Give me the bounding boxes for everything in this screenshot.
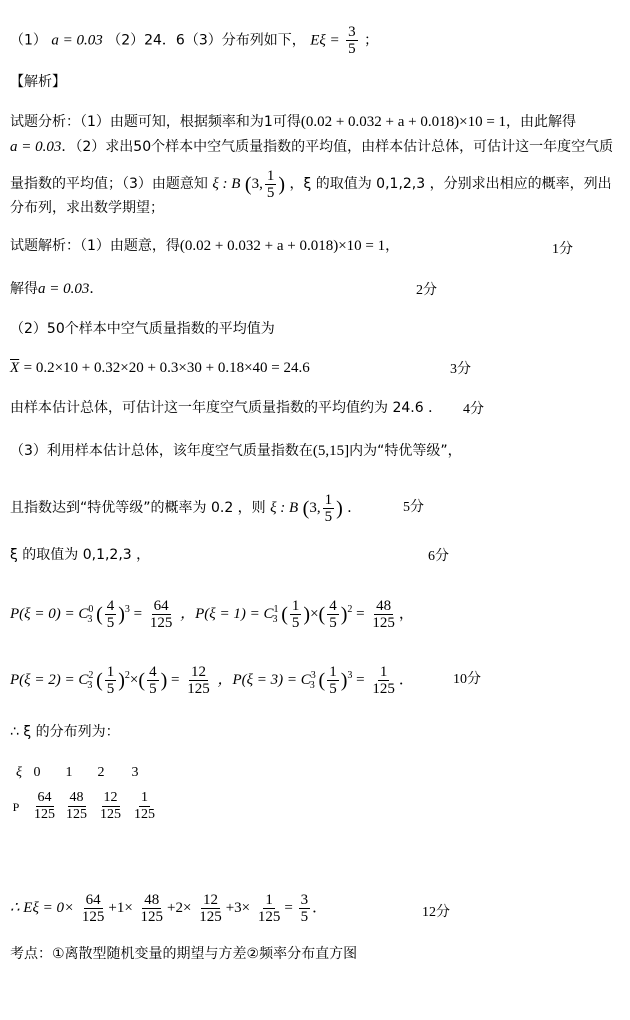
score-5: 5分 [403, 500, 424, 515]
answer-expectation-label: Eξ = [310, 32, 340, 49]
analysis-line-3: 量指数的平均值；（3）由题意知 ξ : B (3, $\frac{1}{5}$ ) ，ξ 的取值为 0,1,2,3 ，分别求出相应的概率，列出 [10, 168, 612, 201]
score-2: 2分 [416, 283, 437, 298]
score-3: 3分 [450, 362, 471, 377]
table-p-2: $\frac{12}{125}$ [100, 790, 121, 822]
solution-line-5: 由样本估计总体，可估计这一年度空气质量指数的平均值约为 24.6 ． [10, 400, 443, 416]
table-p-1: $\frac{48}{125}$ [66, 790, 87, 822]
score-1: 1分 [552, 242, 573, 257]
table-p-label: P [12, 800, 20, 814]
solution-line-4: $\overline{X} = 0.2\times 10 + 0.32\times 20 + 0.3\times 30 + 0.18\times 40 = 24.6$ [10, 360, 310, 376]
expectation-line: ∴ Eξ = 0× $\frac{64}{125}$ +1× $\frac{48}{125}$ +2× $\frac{12}{125}$ +3× $\frac{1}{125}$ = $\frac{3}{5}$ ． [10, 892, 328, 926]
table-x-0: 0 [33, 765, 41, 780]
analysis-line-2: a = 0.03．（2）求出50个样本中空气质量指数的平均值，由样本估计总体，可估计这一年度空气质 [10, 139, 614, 155]
table-p-0: $\frac{64}{125}$ [34, 790, 55, 822]
jiexi-heading: 【解析】 [10, 74, 66, 90]
answer-part2: （2）24．6（3）分布列如下， [107, 32, 306, 49]
solution-line-8: ξ 的取值为 0,1,2,3 ， [10, 547, 151, 563]
score-6: 6分 [428, 549, 449, 564]
answer-a-value: a = 0.03 [51, 32, 103, 49]
solution-line-7: 且指数达到“特优等级”的概率为 0.2 ，则 ξ : B (3, $\frac{1}{5}$ ) ． [10, 492, 362, 525]
score-12: 12分 [422, 905, 450, 920]
table-x-2: 2 [97, 765, 105, 780]
analysis-line-1: 试题分析：（1）由题可知，根据频率和为1可得(0.02 + 0.032 + a + 0.018)×10 = 1，由此解得 [10, 114, 577, 130]
score-4: 4分 [463, 402, 484, 417]
solution-line-6: （3）利用样本估计总体，该年度空气质量指数在(5,15]内为“特优等级”， [10, 443, 462, 459]
table-x-3: 3 [131, 765, 139, 780]
kaodian: 考点：①离散型随机变量的期望与方差②频率分布直方图 [10, 946, 358, 962]
answer-line [10, 24, 378, 57]
solution-line-3: （2）50个样本中空气质量指数的平均值为 [10, 321, 275, 337]
analysis-line-4: 分布列，求出数学期望； [10, 200, 164, 216]
table-x-1: 1 [65, 765, 73, 780]
solution-line-2: 解得a = 0.03． [10, 281, 104, 297]
solution-line-1: 试题解析：（1）由题意，得(0.02 + 0.032 + a + 0.018)×10 = 1， [10, 238, 400, 254]
distribution-title: ∴ ξ 的分布列为： [10, 724, 120, 740]
answer-end: ； [364, 32, 379, 49]
table-xi-label: ξ [16, 765, 22, 780]
prob-line-1: $P(\xi = 0) = C^0_3$ ( $\frac{4}{5}$ )$^3$ = $\frac{64}{125}$ ，$P(\xi = 1) = C^1_3$ ( $\frac{1}{5}$ )×( $\frac{4}{5}$ )$^2$ = $\frac{48}{125}$ ， [10, 598, 414, 632]
prob-line-2: $P(\xi = 2) = C^2_3$ ( $\frac{1}{5}$ )$^2$×( $\frac{4}{5}$ ) = $\frac{12}{125}$ ，$P(\xi = 3) = C^3_3$ ( $\frac{1}{5}$ )$^3$ = $\frac{1}{125}$ ． [10, 664, 414, 698]
table-p-3: $\frac{1}{125}$ [134, 790, 155, 822]
answer-expectation-fraction: $\frac{3}{5}$ [348, 24, 356, 57]
answer-part1-label: （1） [10, 32, 47, 49]
score-10: 10分 [453, 672, 481, 687]
